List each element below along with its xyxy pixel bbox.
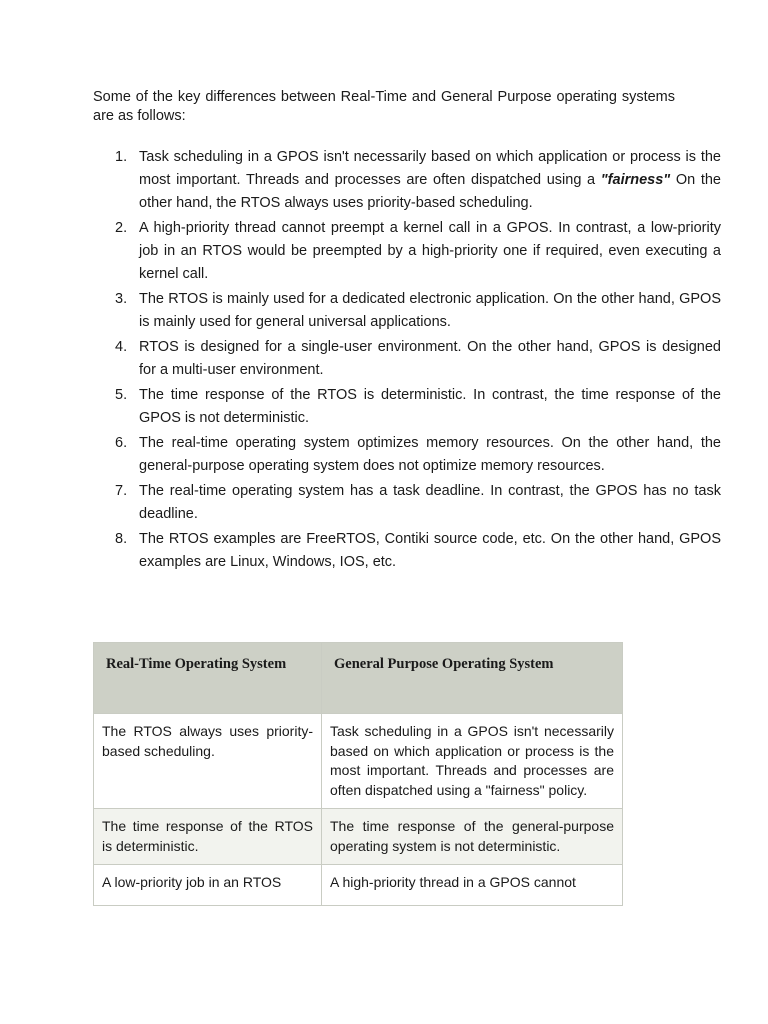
table-cell: A high-priority thread in a GPOS cannot (322, 865, 623, 906)
column-header-rtos: Real-Time Operating System (94, 643, 322, 714)
table-cell: Task scheduling in a GPOS isn't necessarily based on which application or process is the most important. Threads and processes are often dispatched using a "fairness" policy. (322, 714, 623, 809)
table-row (94, 714, 623, 809)
list-item-text: Task scheduling in a GPOS isn't necessarily based on which application or process is the most important. Threads and processes are often dispatched using a (139, 149, 721, 188)
intro-paragraph: Some of the key differences between Real-Time and General Purpose operating systems are as follows: (93, 89, 675, 124)
table-cell: The time response of the RTOS is deterministic. (94, 809, 322, 865)
differences-list (93, 146, 721, 576)
list-item (139, 146, 721, 215)
table-cell: The time response of the general-purpose operating system is not deterministic. (322, 809, 623, 865)
list-item: A high-priority thread cannot preempt a kernel call in a GPOS. In contrast, a low-priority job in an RTOS would be preempted by a high-priority one if required, even executing a kernel call. (139, 220, 721, 282)
table-row (94, 809, 623, 865)
table-header-row (94, 643, 623, 714)
table-cell: A low-priority job in an RTOS (94, 865, 322, 906)
list-item: The RTOS examples are FreeRTOS, Contiki source code, etc. On the other hand, GPOS examples are Linux, Windows, IOS, etc. (139, 531, 721, 570)
list-item-text: On the other hand, the RTOS always uses priority-based scheduling. (139, 172, 721, 211)
list-item: The real-time operating system optimizes memory resources. On the other hand, the general-purpose operating system does not optimize memory resources. (139, 435, 721, 474)
column-header-gpos: General Purpose Operating System (322, 643, 623, 714)
list-item: The real-time operating system has a task deadline. In contrast, the GPOS has no task deadline. (139, 483, 721, 522)
list-item: The time response of the RTOS is deterministic. In contrast, the time response of the GPOS is not deterministic. (139, 387, 721, 426)
comparison-table (93, 642, 623, 906)
table-row (94, 865, 623, 906)
table-cell: The RTOS always uses priority-based scheduling. (94, 714, 322, 809)
emphasis-text: "fairness" (600, 172, 671, 188)
list-item: RTOS is designed for a single-user environment. On the other hand, GPOS is designed for a multi-user environment. (139, 339, 721, 378)
list-item: The RTOS is mainly used for a dedicated electronic application. On the other hand, GPOS is mainly used for general universal applications. (139, 291, 721, 330)
